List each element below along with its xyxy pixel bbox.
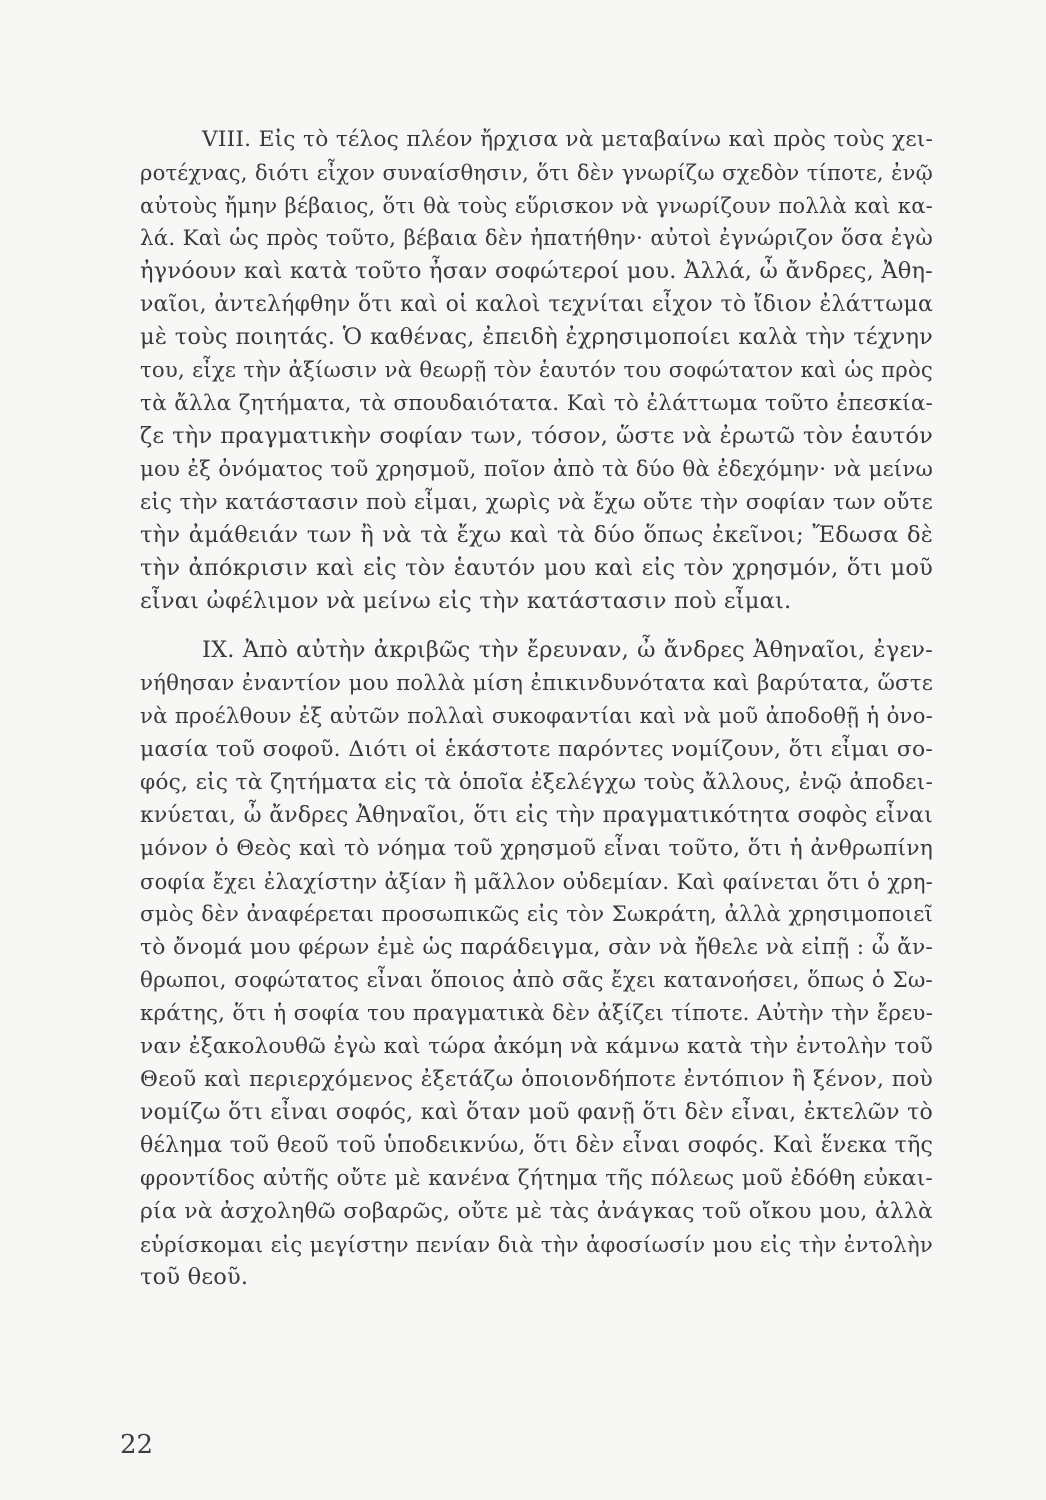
text-line: τὰ ἄλλα ζητήματα, τὰ σπουδαιότατα. Καὶ τὸ ἐλάττωμα τοῦτο ἐπεσκία-: [140, 391, 933, 416]
text-line: εἶναι ὠφέλιμον νὰ μείνω εἰς τὴν κατάστασιν ποὺ εἶμαι.: [140, 588, 792, 614]
text-line: μασία τοῦ σοφοῦ. Διότι οἱ ἑκάστοτε παρόντες νομίζουν, ὅτι εἶμαι σο-: [140, 737, 933, 762]
paragraph-gap: [140, 618, 933, 634]
text-line: IX. Ἀπὸ αὐτὴν ἀκριβῶς τὴν ἔρευναν, ὦ ἄνδρες Ἀθηναῖοι, ἐγεν-: [202, 637, 933, 663]
text-line: ναῖοι, ἀντελήφθην ὅτι καὶ οἱ καλοὶ τεχνίται εἶχον τὸ ἴδιον ἐλάττωμα: [140, 292, 933, 317]
text-line: μόνον ὁ Θεὸς καὶ τὸ νόημα τοῦ χρησμοῦ εἶναι τοῦτο, ὅτι ἡ ἀνθρωπίνη: [140, 836, 933, 861]
text-line: μου ἐξ ὀνόματος τοῦ χρησμοῦ, ποῖον ἀπὸ τὰ δύο θὰ ἐδεχόμην· νὰ μείνω: [140, 457, 933, 482]
text-line: Θεοῦ καὶ περιερχόμενος ἐξετάζω ὁποιονδήποτε ἐντόπιον ἢ ξένον, ποὺ: [140, 1067, 933, 1092]
text-line: ζε τὴν πραγματικὴν σοφίαν των, τόσον, ὥστε νὰ ἐρωτῶ τὸν ἑαυτόν: [140, 423, 933, 449]
paragraph-ix: [140, 634, 933, 1294]
text-line: θέλημα τοῦ θεοῦ τοῦ ὑποδεικνύω, ὅτι δὲν εἶναι σοφός. Καὶ ἕνεκα τῆς: [140, 1133, 933, 1158]
text-line: ναν ἐξακολουθῶ ἐγὼ καὶ τώρα ἀκόμη νὰ κάμνω κατὰ τὴν ἐντολὴν τοῦ: [140, 1034, 933, 1059]
text-line: τὴν ἀμάθειάν των ἢ νὰ τὰ ἔχω καὶ τὰ δύο ὅπως ἐκεῖνοι; Ἔδωσα δὲ: [140, 522, 933, 548]
text-line: σοφία ἔχει ἐλαχίστην ἀξίαν ἢ μᾶλλον οὐδεμίαν. Καὶ φαίνεται ὅτι ὁ χρη-: [140, 869, 933, 894]
text-line: κνύεται, ὦ ἄνδρες Ἀθηναῖοι, ὅτι εἰς τὴν πραγματικότητα σοφὸς εἶναι: [140, 803, 933, 828]
text-line: τὸ ὄνομά μου φέρων ἐμὲ ὡς παράδειγμα, σὰν νὰ ἤθελε νὰ εἰπῇ : ὦ ἄν-: [140, 935, 933, 960]
body-text: [140, 123, 933, 1294]
text-line: τοῦ θεοῦ.: [140, 1264, 249, 1290]
text-line: νὰ προέλθουν ἐξ αὐτῶν πολλαὶ συκοφαντίαι καὶ νὰ μοῦ ἀποδοθῇ ἡ ὀνο-: [140, 704, 933, 729]
text-line: θρωποι, σοφώτατος εἶναι ὅποιος ἀπὸ σᾶς ἔχει κατανοήσει, ὅπως ὁ Σω-: [140, 968, 933, 993]
text-line: εἰς τὴν κατάστασιν ποὺ εἶμαι, χωρὶς νὰ ἔχω οὔτε τὴν σοφίαν των οὔτε: [140, 490, 933, 515]
text-line: σμὸς δὲν ἀναφέρεται προσωπικῶς εἰς τὸν Σωκράτη, ἀλλὰ χρησιμοποιεῖ: [140, 902, 933, 927]
text-line: λά. Καὶ ὡς πρὸς τοῦτο, βέβαια δὲν ἠπατήθην· αὐτοὶ ἐγνώριζον ὅσα ἐγὼ: [140, 226, 933, 251]
text-line: εὑρίσκομαι εἰς μεγίστην πενίαν διὰ τὴν ἀφοσίωσίν μου εἰς τὴν ἐντολὴν: [140, 1232, 933, 1257]
text-line: του, εἶχε τὴν ἀξίωσιν νὰ θεωρῇ τὸν ἑαυτόν του σοφώτατον καὶ ὡς πρὸς: [140, 358, 933, 383]
text-line: τὴν ἀπόκρισιν καὶ εἰς τὸν ἑαυτόν μου καὶ εἰς τὸν χρησμόν, ὅτι μοῦ: [140, 555, 933, 581]
text-line: μὲ τοὺς ποιητάς. Ὁ καθένας, ἐπειδὴ ἐχρησιμοποίει καλὰ τὴν τέχνην: [140, 324, 933, 350]
text-line: ροτέχνας, διότι εἶχον συναίσθησιν, ὅτι δὲν γνωρίζω σχεδὸν τίποτε, ἐνῷ: [140, 160, 933, 185]
text-line: ρία νὰ ἀσχοληθῶ σοβαρῶς, οὔτε μὲ τὰς ἀνάγκας τοῦ οἴκου μου, ἀλλὰ: [140, 1199, 933, 1224]
text-line: αὐτοὺς ἤμην βέβαιος, ὅτι θὰ τοὺς εὕρισκον νὰ γνωρίζουν πολλὰ καὶ κα-: [140, 193, 933, 218]
text-line: φός, εἰς τὰ ζητήματα εἰς τὰ ὁποῖα ἐξελέγχω τοὺς ἄλλους, ἐνῷ ἀποδει-: [140, 770, 933, 795]
text-line: φροντίδος αὐτῆς οὔτε μὲ κανένα ζήτημα τῆς πόλεως μοῦ ἐδόθη εὐκαι-: [140, 1166, 933, 1191]
text-line: κράτης, ὅτι ἡ σοφία του πραγματικὰ δὲν ἀξίζει τίποτε. Αὐτὴν τὴν ἔρευ-: [140, 1001, 933, 1026]
paragraph-viii: [140, 123, 933, 618]
text-line: ἠγνόουν καὶ κατὰ τοῦτο ἦσαν σοφώτεροί μου. Ἀλλά, ὦ ἄνδρες, Ἀθη-: [140, 258, 933, 284]
text-line: νήθησαν ἐναντίον μου πολλὰ μίση ἐπικινδυνότατα καὶ βαρύτατα, ὥστε: [140, 671, 933, 696]
page-number: 22: [120, 1430, 154, 1460]
text-line: νομίζω ὅτι εἶναι σοφός, καὶ ὅταν μοῦ φανῇ ὅτι δὲν εἶναι, ἐκτελῶν τὸ: [140, 1100, 933, 1125]
text-line: VIII. Εἰς τὸ τέλος πλέον ἤρχισα νὰ μεταβαίνω καὶ πρὸς τοὺς χει-: [202, 127, 933, 152]
